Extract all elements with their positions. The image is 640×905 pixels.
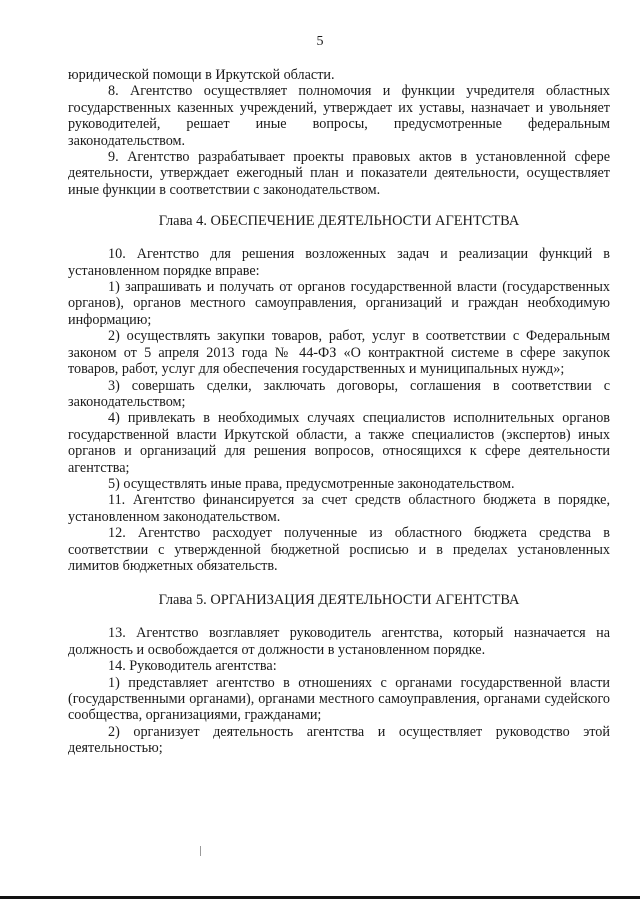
paragraph-10-item-5: 5) осуществлять иные права, предусмотренные законодательством.	[108, 475, 515, 492]
chapter-4-heading: Глава 4. ОБЕСПЕЧЕНИЕ ДЕЯТЕЛЬНОСТИ АГЕНТСТВА	[158, 213, 520, 230]
document-body	[68, 67, 610, 757]
paragraph-10-item-2: 2) осуществлять закупки товаров, работ, услуг в соответствии с Федеральным законом от 5 апреля 2013 года № 44-ФЗ «О контрактной системе в сфере закупок товаров, работ, услуг для обеспечения государственных и муниципальных нужд»;	[68, 328, 610, 378]
page-bottom-edge	[0, 896, 640, 899]
paragraph-9: 9. Агентство разрабатывает проекты правовых актов в установленной сфере деятельности, утверждает ежегодный план и показатели деятельности, осуществляет иные функции в соответствии с законодательством.	[68, 149, 610, 198]
paragraph-10: 10. Агентство для решения возложенных задач и реализации функций в установленном порядке вправе:	[68, 246, 610, 279]
page-number: 5	[316, 34, 324, 49]
paragraph-continuation: юридической помощи в Иркутской области.	[68, 67, 335, 83]
paragraph-10-item-3: 3) совершать сделки, заключать договоры, соглашения в соответствии с законодательством;	[68, 377, 610, 410]
paragraph-14-item-2: 2) организует деятельность агентства и осуществляет руководство этой деятельностью;	[68, 723, 610, 757]
paragraph-14-item-1: 1) представляет агентство в отношениях с органами государственной власти (государственными органами), органами местного самоуправления, органами судейского сообщества, организациями, гражданами;	[68, 674, 610, 724]
paragraph-14: 14. Руководитель агентства:	[108, 658, 277, 675]
paragraph-11: 11. Агентство финансируется за счет средств областного бюджета в порядке, установленном законодательством.	[68, 492, 610, 525]
paragraph-8: 8. Агентство осуществляет полномочия и функции учредителя областных государственных казенных учреждений, утверждает их уставы, назначает и увольняет руководителей, решает иные вопросы, предусмотренные федеральным законодательством.	[68, 83, 610, 149]
paragraph-13: 13. Агентство возглавляет руководитель агентства, который назначается на должность и освобождается от должности в установленном порядке.	[68, 625, 610, 658]
paragraph-12: 12. Агентство расходует полученные из областного бюджета средства в соответствии с утвержденной бюджетной росписью и в пределах установленных лимитов бюджетных обязательств.	[68, 525, 610, 574]
chapter-5-heading: Глава 5. ОРГАНИЗАЦИЯ ДЕЯТЕЛЬНОСТИ АГЕНТСТВА	[158, 592, 520, 609]
paragraph-10-item-4: 4) привлекать в необходимых случаях специалистов исполнительных органов государственной власти Иркутской области, а также специалистов (экспертов) иных органов и организаций для решения вопросов, относящихся к сфере деятельности агентства;	[68, 410, 610, 476]
paragraph-10-item-1: 1) запрашивать и получать от органов государственной власти (государственных органов), органов местного самоуправления, организаций и граждан необходимую информацию;	[68, 279, 610, 328]
scan-tick-mark	[200, 846, 201, 856]
